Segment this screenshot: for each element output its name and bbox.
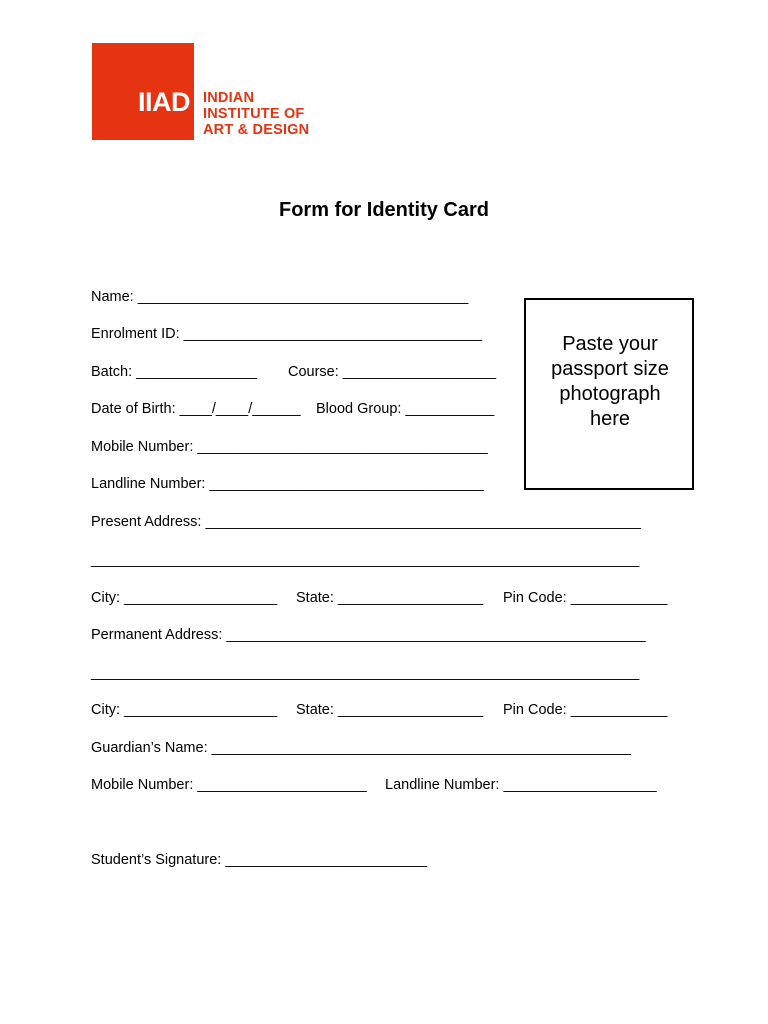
present-address-text: Present Address: ______________________________________________________ <box>91 514 641 530</box>
present-city-text: City: ___________________ <box>91 590 278 606</box>
landline-number-field[interactable] <box>91 475 484 493</box>
present-address-line-2[interactable] <box>91 551 639 569</box>
date-of-birth-field[interactable] <box>91 400 301 418</box>
photo-box-label <box>524 332 696 432</box>
permanent-city-field[interactable] <box>91 701 277 719</box>
permanent-address-line-2-text: ____________________________________________________________________ <box>91 665 640 681</box>
permanent-address-text: Permanent Address: ____________________________________________________ <box>91 627 646 643</box>
permanent-address-field[interactable] <box>91 626 646 644</box>
landline-number-text: Landline Number: __________________________________ <box>91 476 484 492</box>
student-signature-text: Student’s Signature: _________________________ <box>91 852 427 868</box>
permanent-pin-code-field[interactable] <box>503 701 667 719</box>
enrolment-id-field[interactable] <box>91 325 482 343</box>
permanent-state-text: State: __________________ <box>296 702 484 718</box>
logo-line-3: ART & DESIGN <box>203 122 310 138</box>
batch-field[interactable] <box>91 363 257 381</box>
blood-group-text: Blood Group: ___________ <box>316 401 495 417</box>
mobile-number-text: Mobile Number: ____________________________________ <box>91 439 488 455</box>
permanent-address-line-2[interactable] <box>91 664 639 682</box>
guardian-name-field[interactable] <box>91 739 631 757</box>
logo-line-1: INDIAN <box>203 90 255 106</box>
name-field[interactable] <box>91 288 468 306</box>
present-address-field[interactable] <box>91 513 641 531</box>
logo-line-2: INSTITUTE OF <box>203 106 305 122</box>
guardian-landline-field[interactable] <box>385 776 657 794</box>
photo-label-line-1: Paste your <box>562 333 658 355</box>
student-signature-field[interactable] <box>91 851 427 869</box>
logo-mark: IIAD <box>138 87 190 117</box>
present-city-field[interactable] <box>91 589 277 607</box>
photo-label-line-4: here <box>589 408 631 430</box>
guardian-landline-text: Landline Number: ___________________ <box>385 777 657 793</box>
permanent-state-field[interactable] <box>296 701 483 719</box>
permanent-pin-code-text: Pin Code: ____________ <box>503 702 668 718</box>
enrolment-id-text: Enrolment ID: _____________________________________ <box>91 326 483 342</box>
batch-text: Batch: _______________ <box>91 364 258 380</box>
photo-label-line-3: photograph <box>559 383 661 405</box>
name-field-text: Name: _________________________________________ <box>91 289 469 305</box>
form-title: Form for Identity Card <box>278 199 489 221</box>
present-pin-code-field[interactable] <box>503 589 667 607</box>
date-of-birth-text: Date of Birth: ____/____/______ <box>91 401 301 417</box>
course-text: Course: ___________________ <box>288 364 497 380</box>
logo-text <box>203 90 309 138</box>
guardian-name-text: Guardian’s Name: ____________________________________________________ <box>91 740 631 756</box>
present-pin-code-text: Pin Code: ____________ <box>503 590 668 606</box>
guardian-mobile-text: Mobile Number: _____________________ <box>91 777 367 793</box>
present-state-field[interactable] <box>296 589 483 607</box>
guardian-mobile-field[interactable] <box>91 776 367 794</box>
course-field[interactable] <box>288 363 496 381</box>
present-state-text: State: __________________ <box>296 590 484 606</box>
permanent-city-text: City: ___________________ <box>91 702 278 718</box>
present-address-line-2-text: ____________________________________________________________________ <box>91 552 640 568</box>
blood-group-field[interactable] <box>316 400 494 418</box>
mobile-number-field[interactable] <box>91 438 488 456</box>
photo-label-line-2: passport size <box>551 358 669 380</box>
